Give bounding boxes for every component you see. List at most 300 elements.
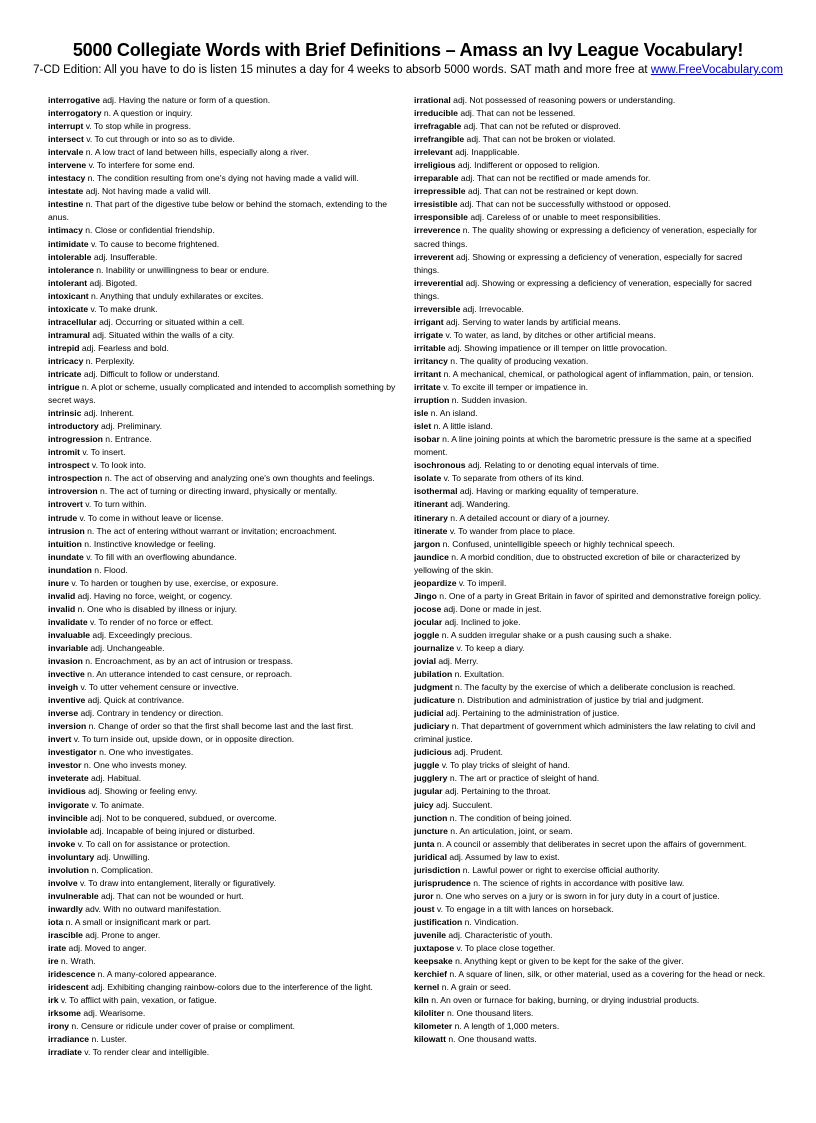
entry-definition: adj. That can not be rectified or made amends for.: [458, 173, 651, 184]
entry-definition: adj. That can not be refuted or disproved.: [461, 121, 621, 132]
entry-word: intolerance: [48, 264, 94, 275]
entry-definition: n. The act of observing and analyzing one's own thoughts and feelings.: [102, 473, 375, 484]
vocabulary-entry: [414, 616, 766, 629]
entry-word: invert: [48, 734, 72, 745]
entry-definition: n. An island.: [428, 408, 478, 419]
vocabulary-entry: [414, 851, 766, 864]
entry-word: joust: [414, 903, 435, 914]
vocabulary-entry: [414, 929, 766, 942]
vocabulary-entry: [48, 577, 400, 590]
entry-definition: adj. Characteristic of youth.: [446, 930, 553, 940]
entry-definition: n. Exultation.: [452, 669, 505, 680]
vocabulary-entry: [48, 603, 400, 616]
vocabulary-entry: [48, 485, 400, 498]
entry-definition: n. Change of order so that the first shall become last and the last first.: [86, 721, 354, 732]
vocabulary-entry: [48, 955, 400, 968]
vocabulary-entry: [48, 616, 400, 629]
entry-definition: adj. Difficult to follow or understand.: [81, 368, 220, 379]
entry-definition: n. An utterance intended to cast censure, or reproach.: [84, 669, 293, 680]
entry-definition: n. Anything that unduly exhilarates or excites.: [88, 290, 264, 301]
entry-word: interrupt: [48, 121, 84, 132]
entry-word: juridical: [414, 851, 447, 862]
vocabulary-entry: [48, 251, 400, 264]
entry-definition: adj. That can not be broken or violated.: [464, 134, 616, 145]
entry-word: investigator: [48, 747, 97, 758]
entry-definition: v. To engage in a tilt with lances on horseback.: [434, 903, 614, 914]
entry-word: itinerant: [414, 499, 448, 510]
entry-definition: v. To insert.: [79, 447, 126, 458]
vocabulary-entry: [48, 264, 400, 277]
entry-definition: n. A many-colored appearance.: [95, 969, 217, 980]
entry-word: junction: [414, 812, 448, 823]
entry-word: invincible: [48, 812, 88, 823]
entry-definition: v. To call on for assistance or protection.: [75, 838, 231, 849]
entry-word: invalid: [48, 590, 76, 601]
entry-definition: v. To cut through or into so as to divide.: [83, 134, 235, 145]
entry-word: islet: [414, 421, 432, 432]
entry-word: invalid: [48, 603, 76, 614]
vocabulary-entry: [414, 759, 766, 772]
page-title: 5000 Collegiate Words with Brief Definitions – Amass an Ivy League Vocabulary!: [72, 40, 744, 60]
vocabulary-entry: [48, 994, 400, 1007]
entry-word: irreducible: [414, 108, 458, 119]
entry-word: jocose: [414, 603, 442, 614]
entry-word: juicy: [414, 799, 434, 810]
entry-word: irreverence: [414, 225, 461, 236]
vocabulary-entry: [48, 538, 400, 551]
entry-word: invoke: [48, 838, 76, 849]
vocabulary-entry: [414, 224, 766, 250]
vocabulary-entry: [414, 316, 766, 329]
vocabulary-entry: [48, 812, 400, 825]
vocabulary-entry: [48, 433, 400, 446]
entry-word: intervale: [48, 147, 84, 158]
entry-definition: n. Lawful power or right to exercise official authority.: [460, 864, 660, 875]
page-subtitle: [0, 64, 816, 76]
vocabulary-entry: [414, 355, 766, 368]
vocabulary-entry: [414, 146, 766, 159]
vocabulary-entry: [414, 772, 766, 785]
vocabulary-entry: [48, 759, 400, 772]
entry-definition: adj. Wandering.: [447, 499, 511, 510]
entry-definition: adj. Not possessed of reasoning powers or understanding.: [450, 95, 676, 105]
vocabulary-entry: [414, 512, 766, 525]
vocabulary-entry: [48, 133, 400, 146]
entry-definition: n. A morbid condition, due to obstructed excretion of bile or characterized by yellowing of the skin.: [414, 551, 741, 575]
entry-word: irrefrangible: [414, 134, 465, 145]
entry-definition: adj. Pertaining to the administration of justice.: [443, 708, 620, 719]
vocabulary-entry: [48, 498, 400, 511]
entry-definition: n. The art or practice of sleight of hand.: [447, 773, 600, 784]
vocabulary-entry: [48, 420, 400, 433]
vocabulary-entry: [48, 1007, 400, 1020]
entry-definition: adj. Prone to anger.: [82, 930, 161, 940]
entry-word: invective: [48, 669, 85, 680]
entry-definition: adj. Showing or expressing a deficiency of veneration, especially for sacred things.: [414, 277, 752, 301]
entry-definition: adj. Showing or expressing a deficiency of veneration, especially for sacred things.: [414, 251, 743, 275]
vocabulary-entry: [48, 381, 400, 407]
entry-definition: n. Distribution and administration of justice by trial and judgment.: [455, 695, 704, 706]
entry-definition: adj. Relating to or denoting equal intervals of time.: [465, 460, 660, 471]
vocabulary-entry: [48, 512, 400, 525]
vocabulary-entry: [48, 238, 400, 251]
entry-definition: n. The condition of being joined.: [447, 812, 572, 823]
entry-word: judgment: [414, 682, 453, 693]
vocabulary-entry: [414, 877, 766, 890]
entry-word: inundate: [48, 551, 84, 562]
vocabulary-entry: [48, 1046, 400, 1059]
vocabulary-entry: [414, 785, 766, 798]
vocabulary-entry: [414, 799, 766, 812]
vocabulary-entry: [48, 329, 400, 342]
entry-definition: adj. Wearisome.: [80, 1008, 146, 1019]
vocabulary-entry: [48, 459, 400, 472]
entry-definition: adj. That can not be wounded or hurt.: [98, 890, 244, 901]
entry-word: inwardly: [48, 903, 83, 914]
entry-word: intrusion: [48, 525, 85, 536]
entry-definition: n. Close or confidential friendship.: [82, 225, 215, 236]
vocabulary-entry: [414, 707, 766, 720]
entry-definition: v. To cause to become frightened.: [88, 238, 220, 249]
entry-definition: v. To come in without leave or license.: [77, 512, 224, 523]
entry-word: intervene: [48, 160, 87, 171]
entry-word: involve: [48, 877, 78, 888]
entry-word: intricate: [48, 368, 82, 379]
entry-word: irradiate: [48, 1047, 82, 1058]
entry-word: irreparable: [414, 173, 459, 184]
entry-word: jubilation: [414, 669, 453, 680]
vocabulary-entry: [414, 303, 766, 316]
entry-word: isle: [414, 408, 429, 419]
vocabulary-entry: [414, 94, 766, 107]
vocabulary-entry: [414, 381, 766, 394]
entry-definition: n. One who is disabled by illness or injury.: [75, 603, 238, 614]
entry-definition: adj. Inclined to joke.: [442, 616, 521, 627]
entry-word: invulnerable: [48, 890, 99, 901]
entry-definition: adj. Indifferent or opposed to religion.: [455, 160, 600, 171]
entry-word: judicial: [414, 708, 444, 719]
entry-word: inviolable: [48, 825, 88, 836]
vocabulary-entry: [414, 120, 766, 133]
vocabulary-entry: [414, 720, 766, 746]
entry-word: irreversible: [414, 303, 461, 314]
entry-word: intracellular: [48, 316, 97, 327]
vocabulary-entry: [48, 772, 400, 785]
entry-word: intrinsic: [48, 408, 82, 419]
entry-word: irrigate: [414, 329, 444, 340]
entry-definition: v. To look into.: [89, 460, 147, 471]
entry-definition: adj. Occurring or situated within a cell.: [96, 316, 245, 327]
entry-word: intimidate: [48, 238, 89, 249]
entry-word: intricacy: [48, 355, 84, 366]
entry-word: intestate: [48, 186, 84, 197]
entry-word: introspection: [48, 473, 103, 484]
entry-word: intestine: [48, 199, 84, 210]
entry-definition: v. To place close together.: [454, 943, 556, 954]
vocabulary-entry: [48, 929, 400, 942]
entry-definition: v. To separate from others of its kind.: [441, 473, 584, 484]
vocabulary-entry: [414, 485, 766, 498]
vocabulary-entry: [48, 368, 400, 381]
vocabulary-entry: [414, 394, 766, 407]
entry-word: kiln: [414, 995, 429, 1006]
entry-word: intoxicate: [48, 303, 89, 314]
entry-definition: adj. Situated within the walls of a city.: [90, 329, 235, 340]
vocabulary-entry: [414, 329, 766, 342]
entry-definition: n. The quality of producing vexation.: [447, 355, 589, 366]
entry-definition: v. To animate.: [89, 799, 145, 810]
entry-definition: adj. Quick at contrivance.: [85, 695, 185, 706]
entry-word: iridescence: [48, 969, 96, 980]
vocabulary-entry: [48, 551, 400, 564]
vocabulary-entry: [414, 681, 766, 694]
vocabulary-entry: [48, 694, 400, 707]
entry-word: intuition: [48, 538, 82, 549]
vocabulary-entry: [414, 642, 766, 655]
entry-word: juxtapose: [414, 943, 455, 954]
entry-definition: adj. Done or made in jest.: [441, 603, 542, 614]
entry-word: kilometer: [414, 1021, 453, 1032]
vocabulary-entry: [48, 198, 400, 224]
vocabulary-entry: [414, 864, 766, 877]
vocabulary-entry: [414, 472, 766, 485]
vocabulary-entry: [414, 694, 766, 707]
entry-definition: adj. Inapplicable.: [452, 147, 520, 158]
website-link[interactable]: www.FreeVocabulary.com: [650, 64, 783, 76]
entry-word: invariable: [48, 642, 89, 653]
entry-word: irreligious: [414, 160, 456, 171]
entry-word: isothermal: [414, 486, 458, 497]
vocabulary-entry: [414, 433, 766, 459]
vocabulary-entry: [414, 525, 766, 538]
entry-word: irrelevant: [414, 147, 453, 158]
vocabulary-entry: [48, 525, 400, 538]
entry-word: introgression: [48, 434, 103, 445]
entry-word: justification: [414, 916, 463, 927]
entry-definition: n. Entrance.: [102, 434, 152, 445]
entry-word: inure: [48, 577, 70, 588]
entry-word: introductory: [48, 421, 99, 432]
entry-definition: adj. Exhibiting changing rainbow-colors due to the interference of the light.: [88, 982, 373, 993]
entry-word: irony: [48, 1021, 70, 1032]
entry-definition: v. To afflict with pain, vexation, or fatigue.: [58, 995, 217, 1006]
entry-definition: adj. Incapable of being injured or disturbed.: [87, 825, 255, 836]
entry-word: irrigant: [414, 316, 444, 327]
vocabulary-entry: [414, 955, 766, 968]
entry-word: kilowatt: [414, 1034, 446, 1045]
entry-definition: n. Censure or ridicule under cover of praise or compliment.: [69, 1021, 295, 1032]
entry-definition: n. The act of turning or directing inward, physically or mentally.: [97, 486, 338, 497]
entry-definition: n. Encroachment, as by an act of intrusion or trespass.: [82, 656, 294, 667]
vocabulary-entry: [414, 277, 766, 303]
vocabulary-entry: [414, 198, 766, 211]
vocabulary-entry: [48, 564, 400, 577]
vocabulary-entry: [48, 668, 400, 681]
entry-definition: v. To interfere for some end.: [86, 160, 195, 171]
entry-word: jeopardize: [414, 577, 457, 588]
entry-word: irrepressible: [414, 186, 466, 197]
vocabulary-entry: [48, 472, 400, 485]
vocabulary-entry: [414, 890, 766, 903]
entry-definition: n. Wrath.: [58, 956, 96, 967]
entry-definition: n. The quality showing or expressing a deficiency of veneration, especially for sacred things.: [414, 225, 757, 249]
entry-word: judicious: [414, 747, 452, 758]
entry-word: itinerary: [414, 512, 448, 523]
entry-word: irritable: [414, 342, 446, 353]
entry-definition: adj. Serving to water lands by artificial means.: [443, 316, 621, 327]
entry-word: jugular: [414, 786, 443, 797]
entry-definition: adj. Moved to anger.: [66, 943, 147, 954]
entry-word: isochronous: [414, 460, 466, 471]
entry-word: juror: [414, 890, 434, 901]
entry-word: irradiance: [48, 1034, 90, 1045]
entry-definition: n. The faculty by the exercise of which a deliberate conclusion is reached.: [452, 682, 736, 693]
vocabulary-entry: [414, 498, 766, 511]
entry-word: isolate: [414, 473, 442, 484]
entry-word: judicature: [414, 695, 456, 706]
vocabulary-entry: [48, 785, 400, 798]
entry-word: involution: [48, 864, 90, 875]
entry-definition: adj. Pertaining to the throat.: [442, 786, 551, 797]
entry-definition: v. To utter vehement censure or invective.: [78, 682, 239, 693]
entry-word: juggle: [414, 760, 440, 771]
vocabulary-entry: [414, 1007, 766, 1020]
entry-definition: n. A question or inquiry.: [101, 108, 193, 119]
entry-word: intrepid: [48, 342, 80, 353]
vocabulary-entry: [48, 799, 400, 812]
vocabulary-entry: [414, 107, 766, 120]
entry-word: jocular: [414, 616, 443, 627]
entry-definition: n. One thousand watts.: [446, 1034, 537, 1045]
entry-word: inveterate: [48, 773, 89, 784]
vocabulary-entry: [48, 303, 400, 316]
entry-definition: adj. Having the nature or form of a question.: [100, 95, 271, 105]
entry-word: jovial: [414, 656, 436, 667]
entry-definition: adj. Succulent.: [433, 799, 493, 810]
entry-word: joggle: [414, 629, 440, 640]
entry-word: investor: [48, 760, 82, 771]
vocabulary-entry: [414, 668, 766, 681]
vocabulary-entry: [48, 720, 400, 733]
entry-word: introspect: [48, 460, 90, 471]
vocabulary-entry: [414, 407, 766, 420]
entry-definition: n. A line joining points at which the barometric pressure is the same at a specified moment.: [414, 434, 752, 458]
vocabulary-entry: [414, 981, 766, 994]
vocabulary-entry: [414, 1033, 766, 1046]
entry-definition: n. A sudden irregular shake or a push causing such a shake.: [439, 629, 672, 640]
entry-definition: adj. Showing impatience or ill temper on little provocation.: [445, 342, 668, 353]
entry-definition: adj. Having or marking equality of temperature.: [457, 486, 639, 497]
entry-definition: n. One who serves on a jury or is sworn in for jury duty in a court of justice.: [433, 890, 720, 901]
entry-word: invigorate: [48, 799, 90, 810]
vocabulary-entry: [414, 459, 766, 472]
vocabulary-entry: [414, 903, 766, 916]
entry-definition: v. To imperil.: [456, 577, 507, 588]
vocabulary-entry: [48, 681, 400, 694]
vocabulary-entry: [414, 159, 766, 172]
entry-definition: n. That part of the digestive tube below or behind the stomach, extending to the anus.: [48, 199, 388, 223]
entry-definition: adj. Insufferable.: [91, 251, 158, 262]
vocabulary-entry: [414, 185, 766, 198]
entry-definition: v. To wander from place to place.: [447, 525, 576, 536]
entry-word: invasion: [48, 656, 83, 667]
entry-word: juvenile: [414, 930, 446, 940]
entry-definition: v. To turn within.: [82, 499, 147, 510]
entry-word: inversion: [48, 721, 87, 732]
vocabulary-entry: [414, 1020, 766, 1033]
entry-definition: n. A little island.: [431, 421, 493, 432]
vocabulary-entry: [48, 838, 400, 851]
entry-definition: n. A square of linen, silk, or other material, used as a covering for the head or neck.: [446, 969, 766, 980]
entry-word: introvert: [48, 499, 83, 510]
entry-definition: v. To play tricks of sleight of hand.: [439, 760, 570, 771]
entry-definition: n. A detailed account or diary of a journey.: [447, 512, 610, 523]
entry-definition: v. To draw into entanglement, literally or figuratively.: [77, 877, 276, 888]
entry-definition: v. To stop while in progress.: [83, 121, 191, 132]
vocabulary-entry: [48, 825, 400, 838]
entry-word: judiciary: [414, 721, 450, 732]
entry-definition: n. Sudden invasion.: [449, 395, 528, 406]
vocabulary-entry: [48, 916, 400, 929]
entry-word: keepsake: [414, 956, 453, 967]
entry-word: intersect: [48, 134, 84, 145]
entry-word: jugglery: [414, 773, 448, 784]
vocabulary-entry: [414, 629, 766, 642]
vocabulary-entry: [48, 877, 400, 890]
entry-word: intolerable: [48, 251, 92, 262]
entry-definition: adj. That can not be restrained or kept down.: [465, 186, 639, 197]
entry-word: kiloliter: [414, 1008, 445, 1019]
vocabulary-entry: [414, 172, 766, 185]
entry-word: interrogatory: [48, 108, 102, 119]
vocabulary-entry: [414, 942, 766, 955]
entry-definition: n. A council or assembly that deliberates in secret upon the affairs of government.: [434, 838, 747, 849]
entry-definition: v. To turn inside out, upside down, or in opposite direction.: [71, 734, 295, 745]
entry-definition: adj. That can not be successfully withstood or opposed.: [457, 199, 671, 210]
entry-definition: n. One thousand liters.: [444, 1008, 534, 1019]
entry-definition: adj. That can not be lessened.: [457, 108, 576, 119]
entry-definition: v. To make drunk.: [88, 303, 158, 314]
entry-word: intramural: [48, 329, 91, 340]
entry-word: juncture: [414, 825, 448, 836]
entry-definition: n. Inability or unwillingness to bear or endure.: [93, 264, 270, 275]
vocabulary-entry: [414, 746, 766, 759]
entry-word: journalize: [414, 642, 455, 653]
entry-definition: n. Anything kept or given to be kept for the sake of the giver.: [452, 956, 684, 967]
entry-definition: v. To excite ill temper or impatience in.: [440, 382, 589, 393]
entry-word: inverse: [48, 708, 79, 719]
vocabulary-entry: [48, 277, 400, 290]
vocabulary-entry: [48, 942, 400, 955]
entry-word: intolerant: [48, 277, 88, 288]
entry-definition: v. To render of no force or effect.: [87, 616, 214, 627]
entry-word: irascible: [48, 930, 83, 940]
entry-definition: adj. Unchangeable.: [88, 642, 165, 653]
entry-word: inventive: [48, 695, 86, 706]
entry-definition: n. A plot or scheme, usually complicated and intended to accomplish something by secret ways.: [48, 382, 396, 406]
vocabulary-entry: [414, 577, 766, 590]
entry-definition: adj. Preliminary.: [98, 421, 162, 432]
vocabulary-entry: [48, 642, 400, 655]
entry-definition: n. The act of entering without warrant or invitation; encroachment.: [84, 525, 337, 536]
entry-word: inundation: [48, 564, 92, 575]
entry-definition: n. Instinctive knowledge or feeling.: [81, 538, 216, 549]
entry-definition: n. The science of rights in accordance with positive law.: [470, 877, 685, 888]
entry-definition: n. A length of 1,000 meters.: [452, 1021, 560, 1032]
entry-definition: n. A grain or seed.: [439, 982, 511, 993]
vocabulary-entry: [414, 994, 766, 1007]
entry-definition: n. An articulation, joint, or seam.: [447, 825, 573, 836]
